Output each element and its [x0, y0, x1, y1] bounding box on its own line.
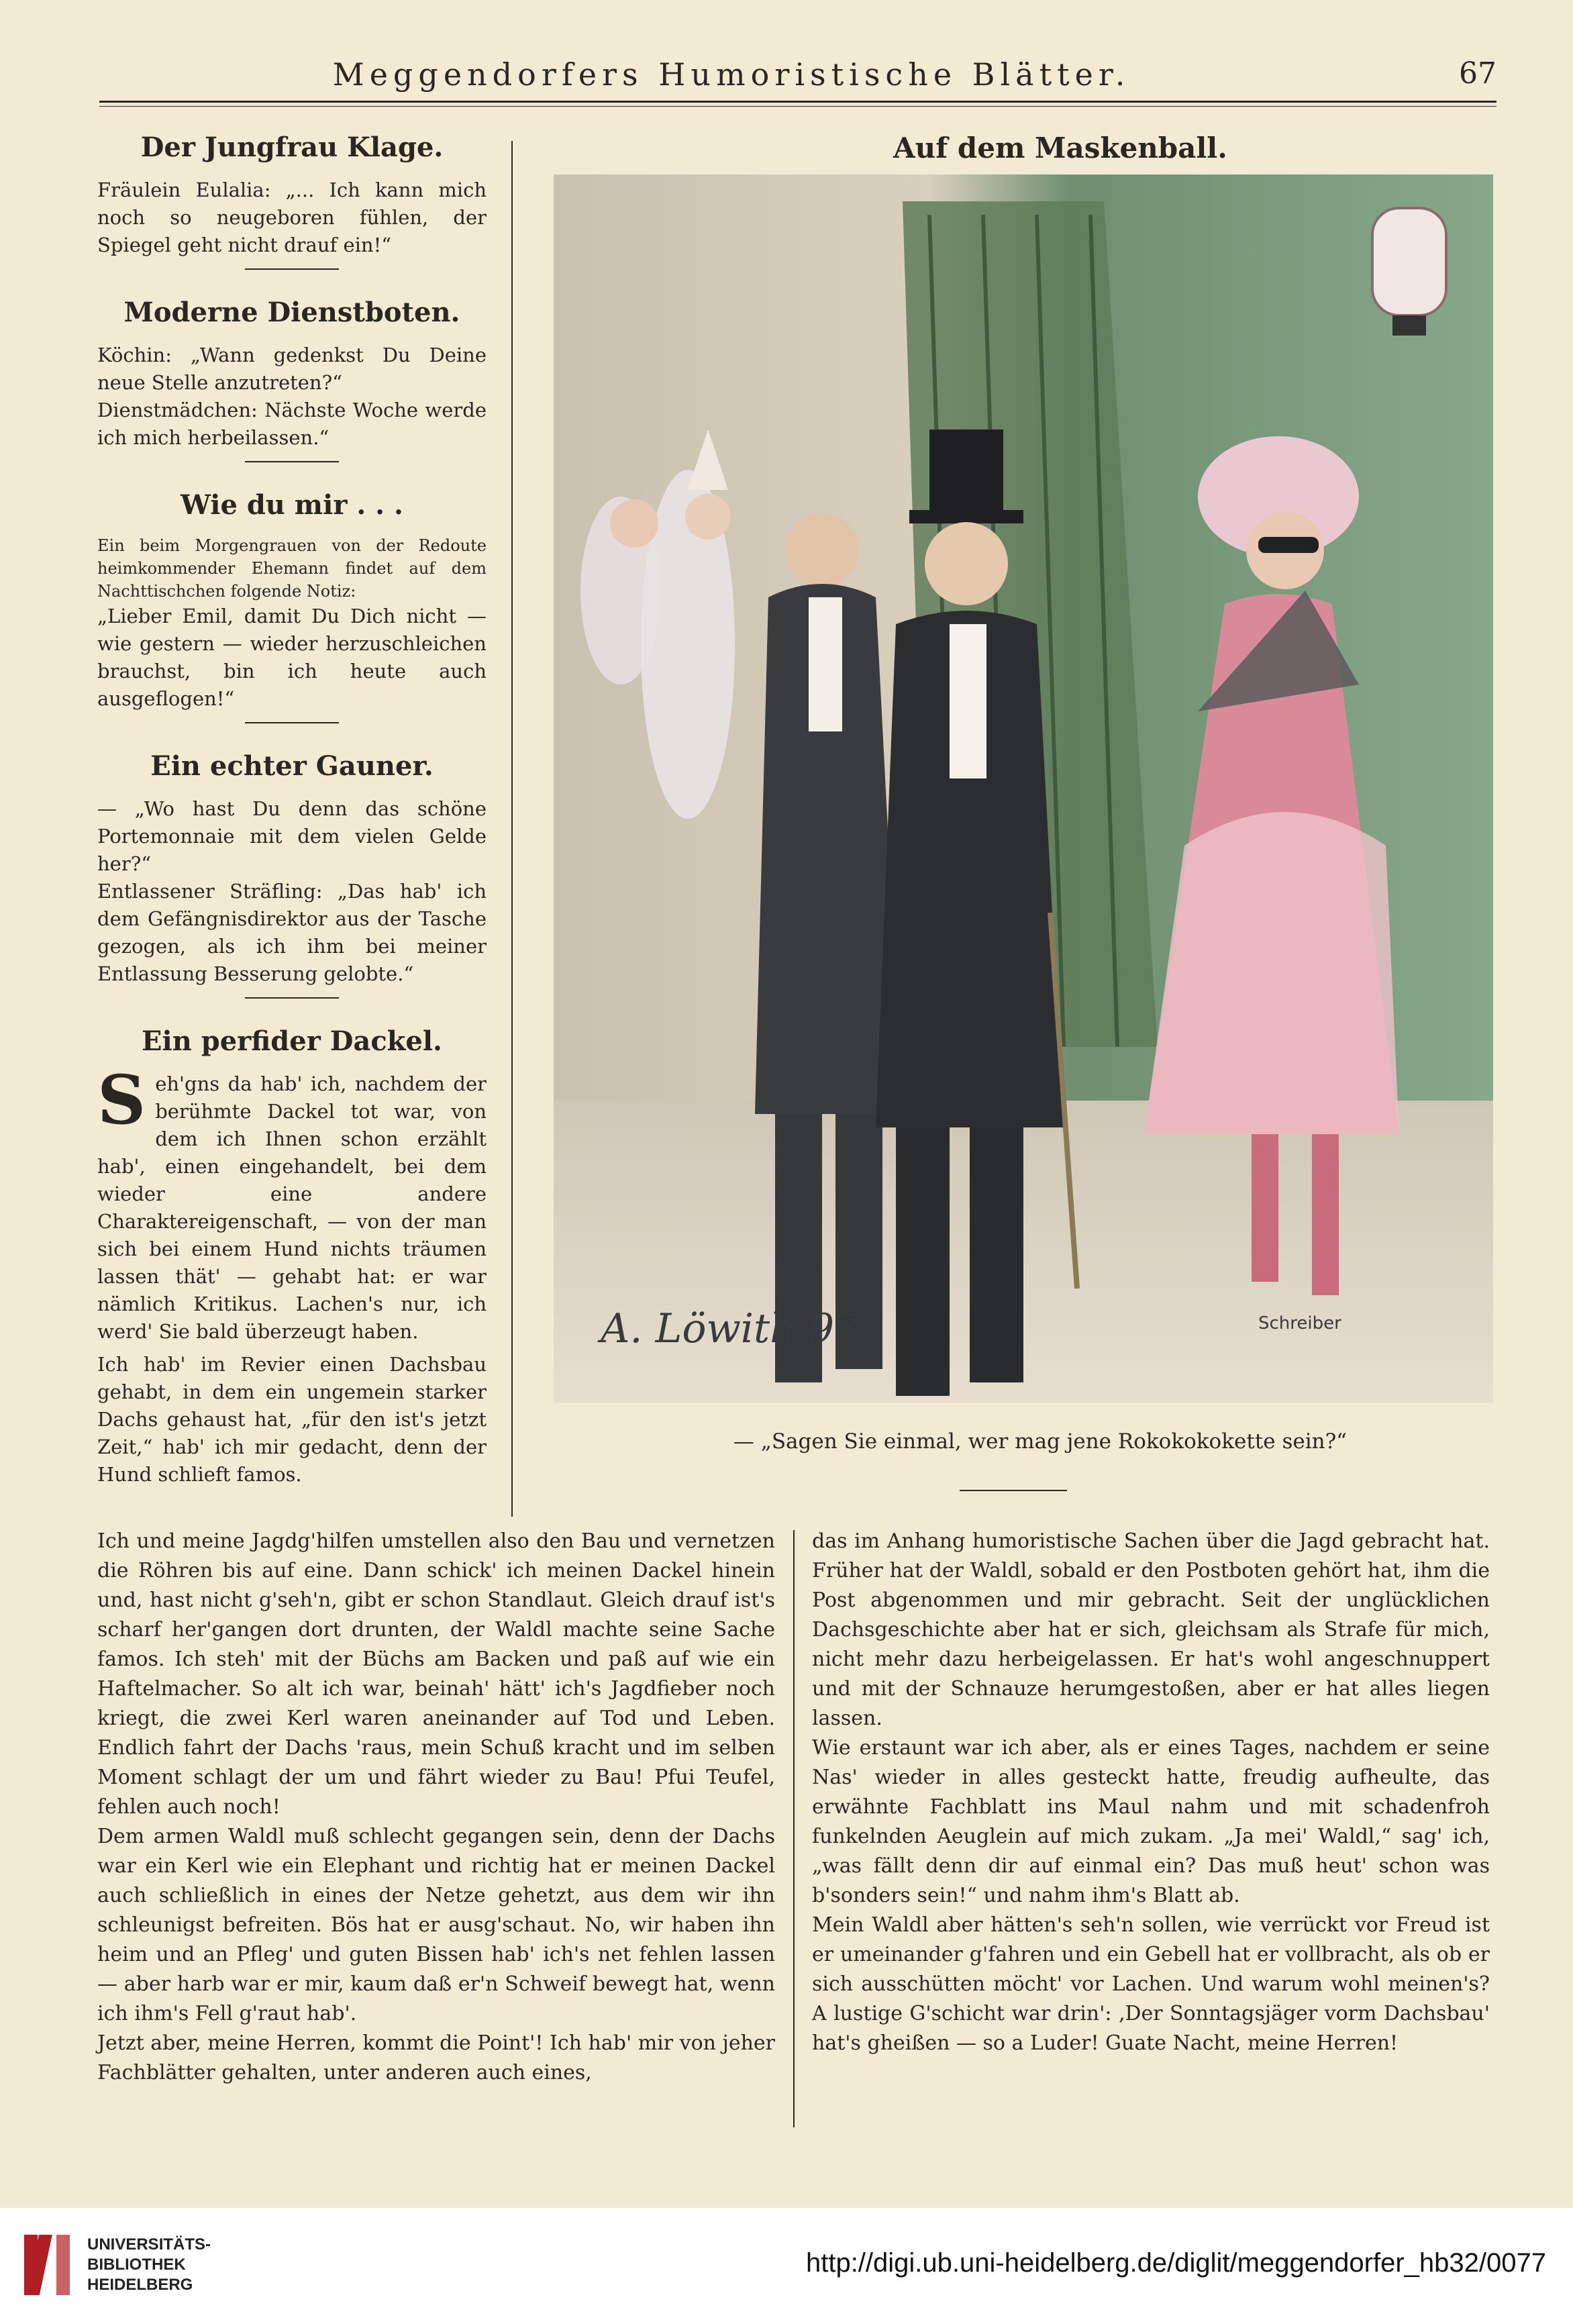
story-paragraph: Dem armen Waldl muß schlecht gegangen sein, denn der Dachs war ein Kerl wie ein Elephant und richtig hat er meinen Dackel auch schließlich in eines der Netze gehetzt, aus dem wir ihn schleunigst befreiten. Bös hat er ausg'schaut. No, wir haben ihn heim und an Pfleg' und guten Bissen hab' ich's net fehlen lassen — aber harb war er mir, kaum daß er'n Schweif bewegt hat, wenn ich ihm's Fell g'raut hab'. [97, 1825, 775, 2025]
story-paragraph: Ich und meine Jagdg'hilfen umstellen also den Bau und vernetzen die Röhren bis auf eine. Dann schick' ich meinen Dackel hinein und, hast nicht g'seh'n, gibt er schon Standlaut. Gleich drauf ist's scharf her'gangen dort drunten, der Waldl machte seine Sache famos. Ich steh' mit der Büchs am Backen und paß auf wie ein Haftelmacher. So alt ich war, beinah' hätt' ich's Jagdfieber noch kriegt, die zwei Kerl waren aneinander auf Tod und Leben. Endlich fahrt der Dachs 'raus, mein Schuß kracht und im selben Moment schlagt der um und fährt wieder zu Bau! Pfui Teufel, fehlen auch noch! [97, 1529, 775, 1819]
digital-library-link[interactable]: http://digi.ub.uni-heidelberg.de/diglit/meggendorfer_hb32/0077 [805, 2248, 1546, 2278]
section-dienstboten [97, 297, 487, 462]
section-paragraph: Entlassener Sträfling: „Das hab' ich dem Gefängnisdirektor aus der Tasche gezogen, als ich ihm bei meiner Entlassung Besserung gelobte.“ [97, 880, 487, 985]
section-separator [245, 461, 339, 462]
caption-separator [960, 1490, 1067, 1491]
section-heading: Ein perfider Dackel. [142, 1025, 442, 1057]
library-name-line1: UNIVERSITÄTS- [87, 2235, 211, 2254]
story-opening-text: eh'gns da hab' ich, nachdem der berühmte Dackel tot war, von dem ich Ihnen schon erzählt hab', einen eingehandelt, bei dem wieder eine andere Charaktereigenschaft, — von der man sich bei einem Hund nichts träumen lassen thät' — gehabt hat: er war nämlich Kritikus. Lachen's nur, ich werd' Sie bald überzeugt haben. [97, 1072, 487, 1343]
story-column-right [812, 1527, 1490, 2058]
page-header [101, 56, 1496, 97]
story-paragraph: Mein Waldl aber hätten's seh'n sollen, wie verrückt vor Freud ist er umeinander g'fahren und ein Gebell hat er vollbracht, als ob er sich ausschütten möcht' vor Lachen. Und warum wohl meinen's? A lustige G'schicht war drin': ‚Der Sonntagsjäger vorm Dachsbau' hat's gheißen — so a Luder! Guate Nacht, meine Herren! [812, 1913, 1490, 2055]
story-paragraph: Wie erstaunt war ich aber, als er eines Tages, nachdem er seine Nas' wieder in alles gesteckt hatte, freudig aufheulte, das erwähnte Fachblatt ins Maul nahm und mit schadenfroh funkelnden Aeuglein auf mich zukam. „Ja mei' Waldl,“ sag' ich, „was fällt denn dir auf einmal ein? Das muß heut' schon was b'sonders sein!“ und nahm ihm's Blatt ab. [812, 1736, 1490, 1907]
column-divider [511, 141, 513, 1517]
lantern [1372, 208, 1446, 315]
lantern-base [1392, 315, 1426, 336]
section-paragraph: „Lieber Emil, damit Du Dich nicht — wie gestern — wieder herzuschleichen brauchst, bin ich heute auch ausgeflogen!“ [97, 605, 487, 710]
section-separator [245, 722, 339, 723]
header-rule-bottom [99, 106, 1496, 107]
illustration [554, 174, 1493, 1403]
section-perfider-dackel [97, 1025, 487, 1488]
section-separator [245, 997, 339, 999]
illustration-title: Auf dem Maskenball. [893, 132, 1227, 164]
section-paragraph: — „Wo hast Du denn das schöne Portemonnaie mit dem vielen Gelde her?“ [97, 797, 487, 875]
story-paragraph: das im Anhang humoristische Sachen über die Jagd gebracht hat. Früher hat der Waldl, sobald er den Postboten gehört hat, ihm die Post abgenommen und mir gebracht. Seit der unglücklichen Dachsgeschichte aber hat er sich, gleichsam als Strafe für mich, nicht mehr dazu herbeigelassen. Er hat's wohl angeschnuppert und mit der Schnauze herumgestoßen, aber er hat alles liegen lassen. [812, 1529, 1490, 1730]
section-heading: Der Jungfrau Klage. [140, 132, 444, 163]
story-paragraph: Jetzt aber, meine Herren, kommt die Point'! Ich hab' mir von jeher Fachblätter gehalten, unter anderen auch eines, [97, 2031, 775, 2084]
masquerade-ball-illustration [554, 174, 1493, 1403]
section-jungfrau-klage [97, 132, 487, 270]
story-column-left [97, 1527, 775, 2088]
section-heading: Wie du mir . . . [181, 489, 403, 521]
section-heading: Ein echter Gauner. [150, 750, 434, 782]
story-opening-paragraph [97, 1060, 487, 1346]
section-separator [245, 268, 339, 270]
header-rule-top [99, 101, 1496, 103]
section-paragraph: Fräulein Eulalia: „... Ich kann mich noch so neugeboren fühlen, der Spiegel geht nicht drauf ein!“ [97, 179, 487, 256]
illustration-caption: — „Sagen Sie einmal, wer mag jene Rokokokokette sein?“ [733, 1429, 1348, 1454]
story-column-divider [793, 1530, 795, 2127]
engraver-signature: Schreiber [1258, 1313, 1341, 1333]
library-footer [0, 2208, 1573, 2324]
left-column [97, 132, 487, 1488]
library-name-line3: HEIDELBERG [87, 2276, 193, 2294]
section-wie-du-mir [97, 489, 487, 723]
page-number: 67 [1459, 56, 1496, 91]
library-name-line2: BIBLIOTHEK [87, 2256, 186, 2274]
drop-cap: S [97, 1060, 146, 1140]
section-paragraph: Dienstmädchen: Nächste Woche werde ich mich herbeilassen.“ [97, 399, 487, 449]
section-paragraph: Ich hab' im Revier einen Dachsbau gehabt, in dem ein ungemein starker Dachs gehaust hat, „für den ist's jetzt Zeit,“ hab' ich mir gedacht, denn der Hund schlieft famos. [97, 1353, 487, 1486]
artist-signature: A. Löwith 97. [601, 1305, 873, 1352]
section-paragraph: Köchin: „Wann gedenkst Du Deine neue Stelle anzutreten?“ [97, 344, 487, 394]
library-name [87, 2235, 211, 2295]
journal-title: Meggendorfers Humoristische Blätter. [332, 56, 1131, 93]
section-intro: Ein beim Morgengrauen von der Redoute heimkommender Ehemann findet auf dem Nachttischchen folgende Notiz: [97, 536, 487, 601]
section-heading: Moderne Dienstboten. [123, 297, 460, 328]
library-logo-icon [20, 2228, 74, 2302]
section-echter-gauner [97, 750, 487, 999]
